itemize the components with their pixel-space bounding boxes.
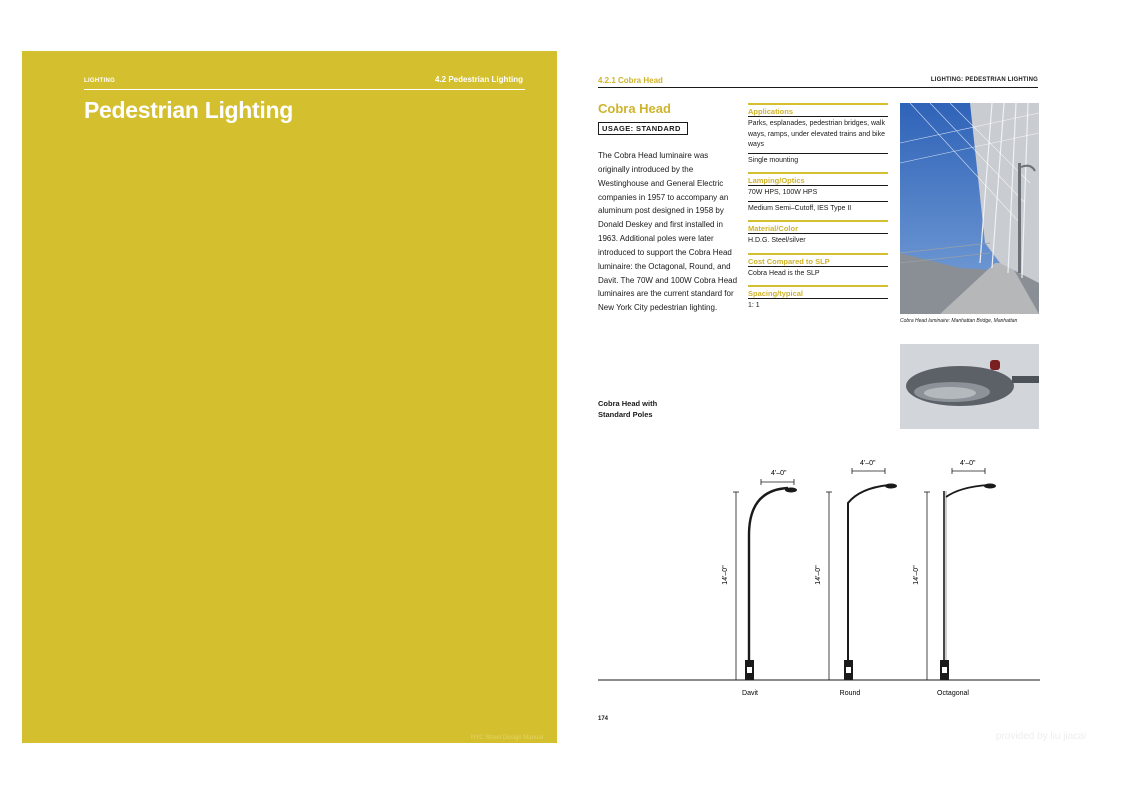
spec-table: [748, 103, 888, 314]
height-dimension: 14'–0": [722, 565, 729, 585]
header-rule: [598, 87, 1038, 88]
left-page: [22, 51, 557, 743]
subsection-label: 4.2 Pedestrian Lighting: [434, 75, 523, 84]
pole-label-octagonal: Octagonal: [937, 690, 969, 697]
height-dimension: 14'–0": [913, 565, 920, 585]
pole-label-davit: Davit: [742, 690, 758, 697]
diagram-label: Cobra Head with Standard Poles: [598, 399, 658, 419]
spec-heading-lamping: Lamping/Optics: [748, 172, 888, 185]
davit-pole: [722, 470, 797, 697]
luminaire-photo: [900, 344, 1039, 429]
section-label: LIGHTING: [84, 78, 116, 84]
octagonal-pole: [913, 460, 996, 697]
width-dimension: 4'–0": [771, 470, 787, 477]
photo-caption: Cobra Head luminaire: Manhattan Bridge, Manhattan: [900, 318, 1018, 324]
header-chapter: LIGHTING: PEDESTRIAN LIGHTING: [930, 77, 1038, 83]
round-pole: [815, 460, 897, 697]
width-dimension: 4'–0": [960, 460, 976, 467]
spec-row: 70W HPS, 100W HPS: [748, 185, 888, 201]
spec-row: 1: 1: [748, 298, 888, 314]
spec-heading-cost: Cost Compared to SLP: [748, 253, 888, 266]
width-dimension: 4'–0": [860, 460, 876, 467]
spec-row: Single mounting: [748, 153, 888, 173]
faint-footer: NYC Street Design Manual: [470, 735, 543, 741]
spec-row: Cobra Head is the SLP: [748, 266, 888, 286]
spec-row: Medium Semi–Cutoff, IES Type II: [748, 201, 888, 221]
usage-badge: USAGE: STANDARD: [598, 122, 688, 135]
page-title: Pedestrian Lighting: [84, 97, 293, 123]
spec-row: Parks, esplanades, pedestrian bridges, walk ways, ramps, under elevated trains and bike ways: [748, 116, 888, 153]
spec-row: H.D.G. Steel/silver: [748, 233, 888, 253]
spec-heading-material: Material/Color: [748, 220, 888, 233]
spec-heading-applications: Applications: [748, 103, 888, 116]
watermark: provided by liu jiacai: [996, 731, 1087, 742]
header-rule: [84, 89, 525, 90]
spec-heading-spacing: Spacing/typical: [748, 285, 888, 298]
pole-diagram: [598, 455, 1040, 705]
section-title: Cobra Head: [598, 101, 671, 116]
header-section: 4.2.1 Cobra Head: [598, 76, 663, 85]
height-dimension: 14'–0": [815, 565, 822, 585]
bridge-photo: [900, 103, 1039, 314]
pole-label-round: Round: [839, 690, 861, 697]
page-number: 174: [598, 716, 609, 722]
body-text: The Cobra Head luminaire was originally introduced by the Westinghouse and General Electric companies in 1957 to accompany an aluminum post designed in 1958 by Donald Deskey and first installed in 1963. Additional poles were later introduced to support the Cobra Head luminaire: the Octagonal, Round, and Davit. The 70W and 100W Cobra Head luminaires are the current standard for New York City pedestrian lighting.: [598, 151, 738, 313]
